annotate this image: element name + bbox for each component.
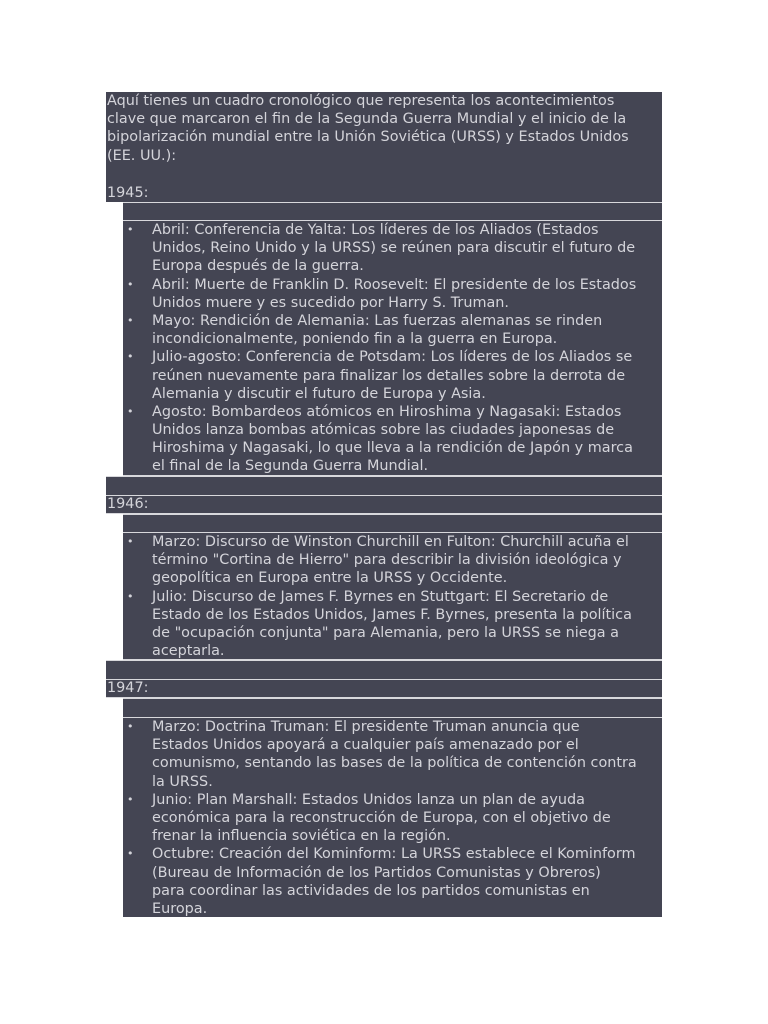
event-text: geopolítica en Europa entre la URSS y Occidente. xyxy=(152,570,508,587)
event-list-1947 xyxy=(123,718,662,918)
event-text: Unidos lanza bombas atómicas sobre las ciudades japonesas de xyxy=(152,422,615,439)
event-item xyxy=(123,718,662,791)
bullet-icon: • xyxy=(127,792,134,806)
event-text: Hiroshima y Nagasaki, lo que lleva a la rendición de Japón y marca xyxy=(152,440,633,457)
event-text: Marzo: Doctrina Truman: El presidente Truman anuncia que xyxy=(152,719,580,735)
year-heading-1946: 1946: xyxy=(107,496,149,512)
event-text: frenar la influencia soviética en la región. xyxy=(152,828,451,845)
event-text: término "Cortina de Hierro" para describir la división ideológica y xyxy=(152,552,622,569)
intro-line: clave que marcaron el fin de la Segunda Guerra Mundial y el inicio de la xyxy=(107,111,627,128)
divider xyxy=(123,514,662,515)
event-text: para coordinar las actividades de los partidos comunistas en xyxy=(152,882,590,899)
bullet-icon: • xyxy=(127,589,134,603)
event-text: Julio: Discurso de James F. Byrnes en Stuttgart: El Secretario de xyxy=(152,588,609,605)
bullet-icon: • xyxy=(127,404,134,418)
event-text: Marzo: Discurso de Winston Churchill en Fulton: Churchill acuña el xyxy=(152,534,629,550)
divider xyxy=(123,202,662,203)
event-item xyxy=(123,221,662,276)
bullet-icon: • xyxy=(127,350,134,364)
intro-paragraph xyxy=(107,92,629,165)
event-text: de "ocupación conjunta" para Alemania, pero la URSS se niega a xyxy=(152,624,619,641)
event-text: aceptarla. xyxy=(152,643,225,660)
bullet-icon: • xyxy=(127,313,134,327)
event-text: Estado de los Estados Unidos, James F. Byrnes, presenta la política xyxy=(152,606,632,623)
intro-line: (EE. UU.): xyxy=(107,147,177,164)
event-text: Agosto: Bombardeos atómicos en Hiroshima y Nagasaki: Estados xyxy=(152,403,622,420)
intro-line: bipolarización mundial entre la Unión Soviética (URSS) y Estados Unidos xyxy=(107,129,629,146)
event-item xyxy=(123,791,662,846)
event-text: Estados Unidos apoyará a cualquier país amenazado por el xyxy=(152,737,579,754)
divider xyxy=(106,495,662,496)
event-list-1946 xyxy=(123,533,662,660)
event-item xyxy=(123,403,662,476)
bullet-icon: • xyxy=(127,277,134,291)
event-item xyxy=(123,588,662,661)
event-text: Julio-agosto: Conferencia de Potsdam: Los líderes de los Aliados se xyxy=(152,349,633,366)
event-text: el final de la Segunda Guerra Mundial. xyxy=(152,458,429,475)
event-text: Abril: Muerte de Franklin D. Roosevelt: El presidente de los Estados xyxy=(152,276,637,293)
event-item xyxy=(123,348,662,403)
intro-line: Aquí tienes un cuadro cronológico que representa los acontecimientos xyxy=(107,93,615,109)
bullet-icon: • xyxy=(127,535,134,548)
event-text: económica para la reconstrucción de Europa, con el objetivo de xyxy=(152,809,611,826)
event-item xyxy=(123,533,662,588)
year-heading-1945: 1945: xyxy=(107,185,149,201)
event-text: comunismo, sentando las bases de la política de contención contra xyxy=(152,755,637,772)
event-item xyxy=(123,845,662,918)
divider xyxy=(123,698,662,699)
event-text: la URSS. xyxy=(152,773,213,790)
event-text: reúnen nuevamente para finalizar los detalles sobre la derrota de xyxy=(152,367,626,384)
event-text: incondicionalmente, poniendo fin a la guerra en Europa. xyxy=(152,331,558,348)
event-text: Alemania y discutir el futuro de Europa y Asia. xyxy=(152,385,486,402)
event-text: Octubre: Creación del Kominform: La URSS establece el Kominform xyxy=(152,846,636,863)
event-text: Mayo: Rendición de Alemania: Las fuerzas alemanas se rinden xyxy=(152,312,603,329)
event-text: Unidos, Reino Unido y la URSS) se reúnen para discutir el futuro de xyxy=(152,240,636,257)
event-text: Abril: Conferencia de Yalta: Los líderes de los Aliados (Estados xyxy=(152,222,599,238)
bullet-icon: • xyxy=(127,223,134,236)
event-text: Unidos muere y es sucedido por Harry S. Truman. xyxy=(152,294,509,311)
event-item xyxy=(123,312,662,348)
event-list-1945 xyxy=(123,221,662,476)
bullet-icon: • xyxy=(127,847,134,861)
event-text: (Bureau de Información de los Partidos Comunistas y Obreros) xyxy=(152,864,601,881)
event-text: Junio: Plan Marshall: Estados Unidos lanza un plan de ayuda xyxy=(152,791,585,808)
bullet-icon: • xyxy=(127,720,134,733)
event-text: Europa. xyxy=(152,900,208,917)
event-item xyxy=(123,276,662,312)
event-text: Europa después de la guerra. xyxy=(152,258,364,275)
divider xyxy=(106,679,662,680)
year-heading-1947: 1947: xyxy=(107,680,149,696)
